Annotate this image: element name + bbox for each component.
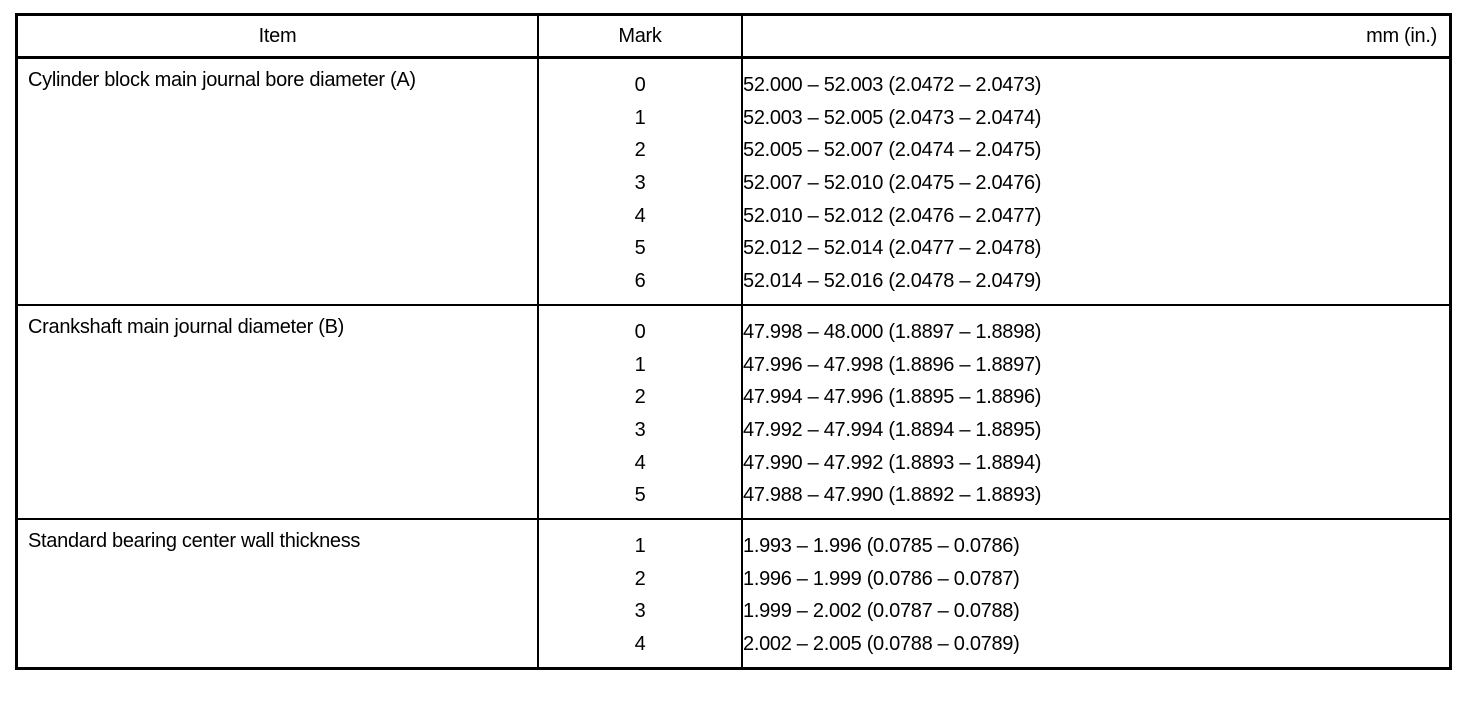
- spec-table: [15, 13, 1452, 670]
- mark-cell: 1: [634, 534, 646, 557]
- value-cell: 47.998 – 48.000 (1.8897 – 1.8898): [743, 320, 1042, 343]
- value-list: [743, 59, 1449, 306]
- mark-cell: 1: [634, 353, 646, 376]
- value-cell: 52.014 – 52.016 (2.0478 – 2.0479): [743, 270, 1042, 293]
- mark-cell: 2: [634, 139, 646, 162]
- value-cell: 2.002 – 2.005 (0.0788 – 0.0789): [743, 633, 1020, 655]
- mark-list: [539, 306, 743, 520]
- item-cylinder-block-bore: Cylinder block main journal bore diameter (A): [18, 59, 539, 306]
- value-cell: 47.990 – 47.992 (1.8893 – 1.8894): [743, 451, 1042, 474]
- column-header-mark: Mark: [539, 16, 743, 59]
- value-cell: 47.988 – 47.990 (1.8892 – 1.8893): [743, 484, 1042, 507]
- value-cell: 47.994 – 47.996 (1.8895 – 1.8896): [743, 386, 1042, 409]
- item-crankshaft-journal: Crankshaft main journal diameter (B): [18, 306, 539, 520]
- mark-cell: 4: [634, 204, 646, 227]
- value-cell: 47.996 – 47.998 (1.8896 – 1.8897): [743, 353, 1042, 376]
- value-cell: 52.000 – 52.003 (2.0472 – 2.0473): [743, 74, 1042, 96]
- value-cell: 1.999 – 2.002 (0.0787 – 0.0788): [743, 600, 1020, 623]
- mark-cell: 5: [634, 484, 646, 507]
- value-cell: 52.003 – 52.005 (2.0473 – 2.0474): [743, 106, 1042, 129]
- value-list: [743, 520, 1449, 667]
- item-bearing-wall-thickness: Standard bearing center wall thickness: [18, 520, 539, 667]
- value-cell: 52.005 – 52.007 (2.0474 – 2.0475): [743, 139, 1042, 162]
- value-cell: 1.996 – 1.999 (0.0786 – 0.0787): [743, 567, 1020, 590]
- value-cell: 1.993 – 1.996 (0.0785 – 0.0786): [743, 534, 1020, 557]
- value-cell: 52.012 – 52.014 (2.0477 – 2.0478): [743, 237, 1042, 260]
- mark-cell: 3: [634, 418, 646, 441]
- mark-cell: 4: [634, 451, 646, 474]
- mark-cell: 2: [634, 567, 646, 590]
- mark-cell: 2: [634, 386, 646, 409]
- column-header-unit: mm (in.): [743, 16, 1449, 59]
- mark-cell: 0: [634, 74, 646, 96]
- mark-list: [539, 59, 743, 306]
- value-list: [743, 306, 1449, 520]
- mark-list: [539, 520, 743, 667]
- value-cell: 47.992 – 47.994 (1.8894 – 1.8895): [743, 418, 1042, 441]
- column-header-item: Item: [18, 16, 539, 59]
- mark-cell: 3: [634, 172, 646, 195]
- mark-cell: 3: [634, 600, 646, 623]
- mark-cell: 0: [634, 320, 646, 343]
- value-cell: 52.007 – 52.010 (2.0475 – 2.0476): [743, 172, 1042, 195]
- mark-cell: 4: [634, 633, 646, 655]
- mark-cell: 6: [634, 270, 646, 293]
- mark-cell: 5: [634, 237, 646, 260]
- value-cell: 52.010 – 52.012 (2.0476 – 2.0477): [743, 204, 1042, 227]
- mark-cell: 1: [634, 106, 646, 129]
